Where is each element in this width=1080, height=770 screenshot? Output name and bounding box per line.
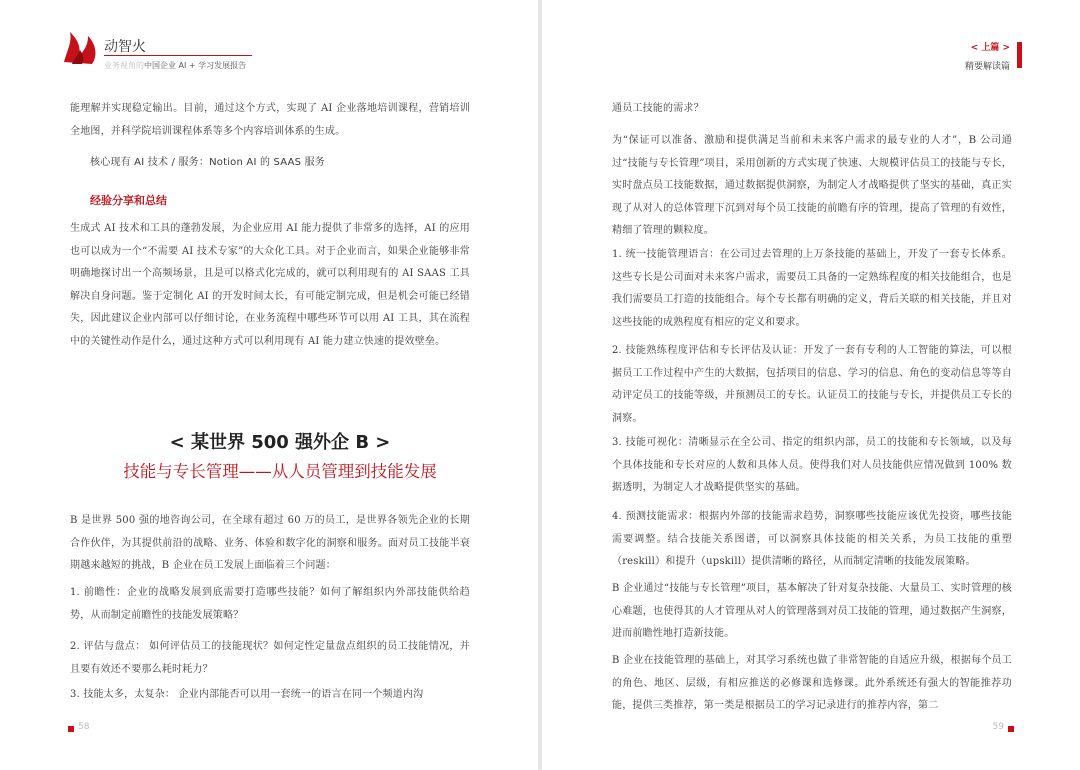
company-paragraph: B 是世界 500 强的地咨询公司，在全球有超过 60 万的员工，是世界各领先企业的长期合作伙伴，为其提供前沿的战略、业务、体验和数字化的洞察和服务。面对员工技能半衰期越来越短的挑战，B 企业在员工发展上面临着三个问题： — [70, 515, 470, 571]
question-2: 2. 评估与盘点： 如何评估员工的技能现状？如何定性定量盘点组织的员工技能情况，并且要有效还不要那么耗时耗力？ — [70, 641, 470, 675]
summary-paragraph: B 企业通过“技能与专长管理”项目，基本解决了针对复杂技能、大量员工、实时管理的核心难题，也使得其的人才管理从对人的管理落到对员工技能的管理，通过数据产生洞察，进而前瞻性地打造新技能。 — [612, 583, 1012, 639]
case-title: < 某世界 500 强外企 B > — [169, 432, 391, 453]
point-4: 4. 预测技能需求：根据内外部的技能需求趋势，洞察哪些技能应该优先投资，哪些技能需要调整。结合技能关系图谱，可以洞察具体技能的相关关系，为员工技能的重塑（reskill）和提升（upskill）提供清晰的路径，从而制定清晰的技能发展策略。 — [612, 511, 1012, 567]
brand-divider — [104, 55, 252, 56]
question-3: 3. 技能太多，太复杂： 企业内部能否可以用一套统一的语言在同一个频道内沟 — [70, 689, 424, 700]
core-tech-line: 核心现有 AI 技术 / 服务：Notion AI 的 SAAS 服务 — [90, 157, 325, 168]
brand-name: 动智火 — [104, 39, 146, 55]
subsection-label: 精要解读篇 — [964, 62, 1010, 72]
section-label: < 上篇 > — [970, 43, 1010, 53]
case-subtitle: 技能与专长管理——从人员管理到技能发展 — [123, 462, 437, 481]
page-number-left: 58 — [78, 722, 90, 732]
experience-heading: 经验分享和总结 — [90, 194, 167, 207]
section-header — [965, 40, 1010, 72]
experience-paragraph: 生成式 AI 技术和工具的蓬勃发展，为企业应用 AI 能力提供了非常多的选择，AI 的应用也可以成为一个“不需要 AI 技术专家”的大众化工具。对于企业而言，如果企业能够非常明确地探讨出一个高频场景，且是可以格式化完成的，就可以利用现有的 AI SAAS 工具解决自身问题。鉴于定制化 AI 的开发时间太长，有可能定制完成，但是机会可能已经错失，因此建议企业内部可以仔细讨论，在业务流程中哪些环节可以用 AI 工具，其在流程中的关键性动作是什么，通过这种方式可以利用现有 AI 能力建立快速的提效壁垒。 — [70, 223, 470, 347]
point-1: 1. 统一技能管理语言：在公司过去管理的上万条技能的基础上，开发了一套专长体系。这些专长是公司面对未来客户需求，需要员工具备的一定熟练程度的相关技能组合，也是我们需要员工打造的技能组合。每个专长都有明确的定义，背后关联的相关技能，并且对这些技能的成熟程度有相应的定义和要求。 — [612, 249, 1012, 328]
page-number-right: 59 — [992, 722, 1004, 732]
footer-marker-right — [1008, 726, 1014, 732]
brand-tagline-muted: 业务视角的 — [104, 61, 144, 70]
point-2: 2. 技能熟练程度评估和专长评估及认证：开发了一套有专利的人工智能的算法，可以根据员工工作过程中产生的大数据，包括项目的信息、学习的信息、角色的变动信息等等自动评定员工的技能等级，并预测员工的专长。认证员工的技能与专长，并提供员工专长的洞察。 — [612, 345, 1012, 424]
question-1: 1. 前瞻性：企业的战略发展到底需要打造哪些技能？如何了解组织内外部技能供给趋势，从而制定前瞻性的技能发展策略？ — [70, 587, 470, 621]
header-marker — [1017, 42, 1022, 68]
brand-tagline-main: 中国企业 AI + 学习发展报告 — [144, 61, 247, 70]
intro-paragraph: 能理解并实现稳定输出。目前，通过这个方式，实现了 AI 企业落地培训课程，营销培训全地图，并科学院培训课程体系等多个内容培训体系的生成。 — [70, 103, 470, 137]
brand-logo-icon — [58, 28, 102, 68]
learning-paragraph: B 企业在技能管理的基础上，对其学习系统也做了非常智能的自适应升级，根据每个员工的角色、地区、层级，有相应推送的必修课和选修课。此外系统还有强大的智能推荐功能，提供三类推荐，第一类是根据员工的学习记录进行的推荐内容，第二 — [612, 655, 1012, 711]
right-page — [542, 0, 1080, 770]
continuation-line: 通员工技能的需求？ — [612, 103, 704, 114]
left-page — [0, 0, 538, 770]
goal-paragraph: 为“保证可以准备、激励和提供满足当前和未来客户需求的最专业的人才”，B 公司通过“技能与专长管理”项目，采用创新的方式实现了快速、大规模评估员工的技能与专长，实时盘点员工技能数据，通过数据提供洞察，为制定人才战略提供了坚实的基础，真正实现了从对人的总体管理下沉到对每个员工技能的前瞻有序的管理，提高了管理的有效性，精细了管理的颗粒度。 — [612, 135, 1012, 236]
point-3: 3. 技能可视化：清晰显示在全公司、指定的组织内部，员工的技能和专长领域，以及每个具体技能和专长对应的人数和具体人员。使得我们对人员技能供应情况做到 100% 数据透明，为制定人才战略提供坚实的基础。 — [612, 437, 1012, 493]
footer-marker-left — [68, 726, 74, 732]
brand-tagline — [104, 60, 246, 71]
